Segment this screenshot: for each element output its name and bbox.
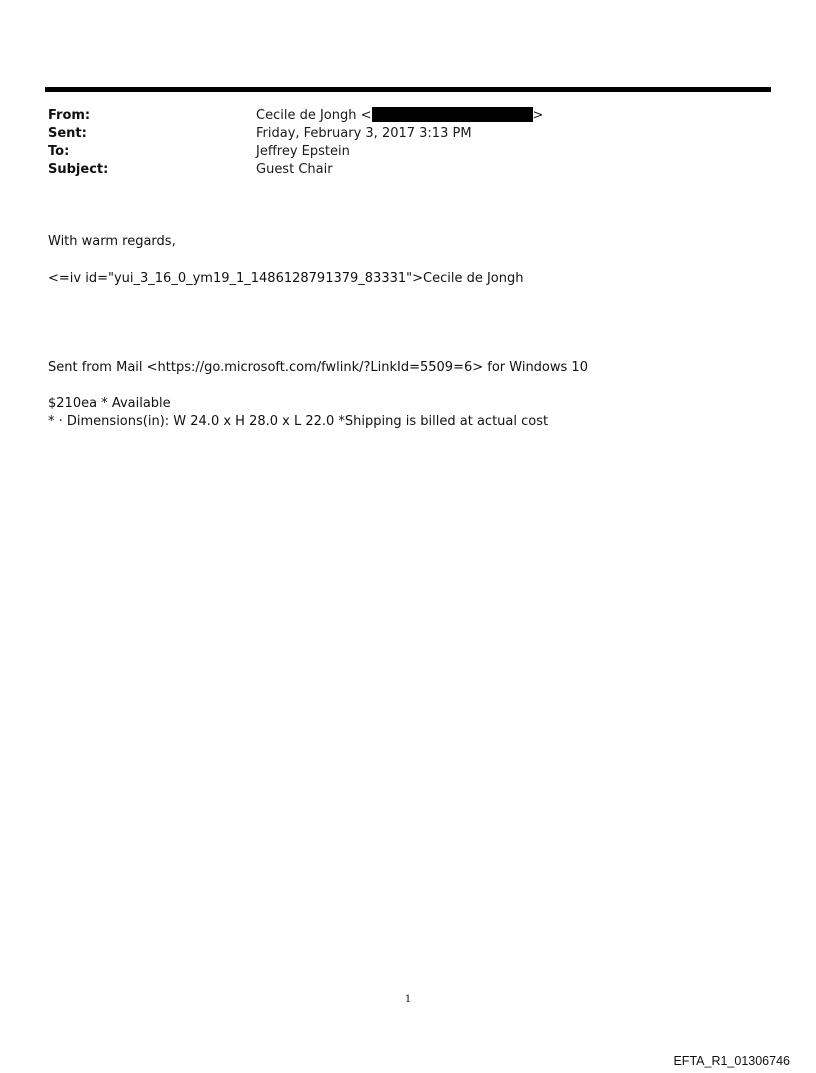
header-from-row: [48, 107, 543, 125]
header-to-row: [48, 143, 543, 161]
subject-value: Guest Chair: [256, 162, 333, 177]
header-sent-row: [48, 125, 543, 143]
dimensions-line: * · Dimensions(in): W 24.0 x H 28.0 x L 22.0 *Shipping is billed at actual cost: [48, 414, 549, 429]
header-subject-row: [48, 161, 543, 179]
from-label: From:: [48, 108, 91, 123]
from-value: [256, 107, 543, 125]
page-number: 1: [404, 994, 412, 1005]
subject-label: Subject:: [48, 162, 109, 177]
redaction-box: [372, 107, 533, 122]
email-header: [48, 107, 543, 179]
signature-line: <=iv id="yui_3_16_0_ym19_1_1486128791379_83331">Cecile de Jongh: [48, 271, 524, 286]
sent-value: Friday, February 3, 2017 3:13 PM: [256, 126, 472, 141]
from-suffix: >: [532, 108, 544, 123]
to-label: To:: [48, 144, 70, 159]
closing-line: With warm regards,: [48, 234, 176, 249]
price-line: $210ea * Available: [48, 396, 171, 411]
header-divider: [45, 87, 771, 92]
sent-label: Sent:: [48, 126, 87, 141]
document-id: EFTA_R1_01306746: [673, 1054, 790, 1068]
to-value: Jeffrey Epstein: [256, 144, 350, 159]
sent-from-line: Sent from Mail <https://go.microsoft.com/fwlink/?LinkId=5509=6> for Windows 10: [48, 360, 588, 375]
from-name: Cecile de Jongh <: [256, 108, 372, 123]
